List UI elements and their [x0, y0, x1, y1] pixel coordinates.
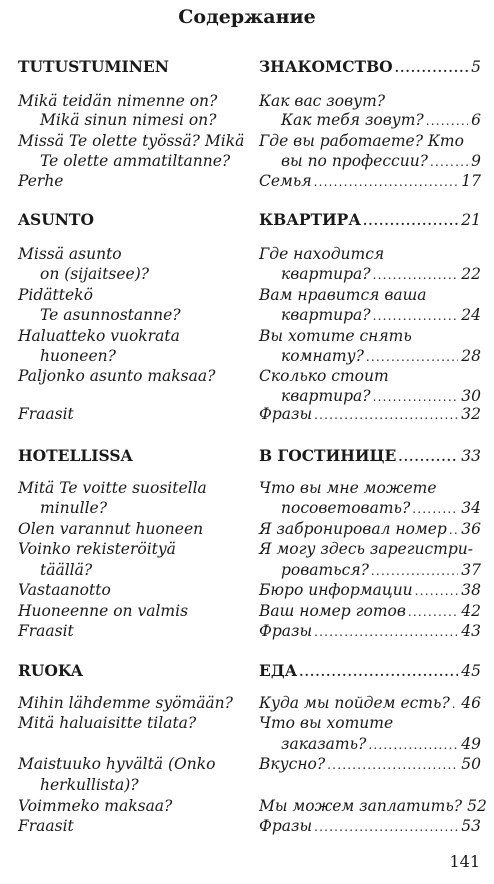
toc-entry-ru-page: 53	[461, 817, 481, 835]
toc-entry-ru	[281, 151, 481, 172]
section-header-fi: RUOKA	[18, 661, 83, 680]
leader-dots	[426, 111, 468, 131]
section-header-ru-page: 5	[471, 58, 481, 76]
toc-entry-fi: Voimmeko maksaa?	[18, 797, 173, 815]
section-header-fi: ASUNTO	[18, 210, 94, 229]
toc-entry-ru-page: 52	[467, 797, 487, 815]
toc-entry-ru	[281, 560, 481, 581]
toc-entry-fi: Huoneenne on valmis	[18, 602, 189, 620]
leader-dots	[395, 58, 468, 78]
toc-entry-fi: Voinko rekisteröityä	[18, 540, 176, 558]
toc-entry-ru-label: заказать?	[281, 735, 367, 753]
section-header-ru-label: ЗНАКОМСТВО	[259, 57, 393, 76]
toc-entry-ru-label: комнату?	[281, 347, 364, 365]
toc-entry-ru-page: 30	[461, 387, 481, 405]
toc-entry-fi: Fraasit	[18, 622, 74, 640]
toc-entry-fi: Haluatteko vuokrata	[18, 327, 180, 345]
toc-entry-ru-page: 36	[461, 520, 481, 538]
toc-entry-ru	[259, 404, 481, 425]
toc-entry-fi: Mitä haluaisitte tilata?	[18, 714, 197, 732]
toc-entry-ru-label: Фразы	[259, 405, 313, 423]
toc-entry-fi: Mikä sinun nimesi on?	[40, 111, 217, 129]
toc-entry-ru	[259, 539, 481, 559]
toc-entry-ru-page: 43	[461, 622, 481, 640]
toc-entry-ru	[259, 796, 487, 817]
toc-entry-ru-page: 6	[471, 111, 481, 129]
section-header-ru-page: 33	[461, 447, 481, 465]
toc-entry-ru	[259, 580, 481, 601]
leader-dots	[314, 622, 458, 642]
toc-entry-ru	[259, 693, 481, 714]
toc-entry-ru	[259, 244, 481, 264]
section-header-ru	[259, 661, 481, 682]
toc-entry-ru-label: посоветовать?	[281, 499, 411, 517]
toc-entry-ru-page: 9	[471, 152, 481, 170]
leader-dots	[363, 211, 458, 231]
section-header-ru-page: 21	[461, 211, 481, 229]
toc-entry-ru	[259, 713, 481, 733]
toc-entry-ru-label: квартира?	[281, 306, 371, 324]
toc-entry-ru-page: 50	[461, 755, 481, 773]
toc-entry-fi: Maistuuko hyvältä (Onko	[18, 755, 216, 773]
toc-entry-ru	[259, 621, 481, 642]
toc-entry-ru	[259, 366, 481, 386]
toc-entry-fi: Pidättekö	[18, 286, 93, 304]
toc-entry-ru-label: Где находится	[259, 245, 385, 263]
toc-entry-ru-label: Ваш номер готов	[259, 602, 406, 620]
toc-entry-fi: Olen varannut huoneen	[18, 520, 204, 538]
section-header-ru-page: 45	[461, 662, 481, 680]
toc-entry-ru-label: Вы хотите снять	[259, 327, 412, 345]
toc-entry-ru-label: Бюро информации	[259, 581, 413, 599]
toc-entry-ru-label: Как тебя зовут?	[281, 111, 424, 129]
leader-dots	[373, 265, 459, 285]
section-header-ru	[259, 57, 481, 78]
toc-entry-ru-page: 22	[461, 265, 481, 283]
section-header-fi: HOTELLISSA	[18, 446, 133, 465]
toc-entry-ru	[259, 326, 481, 346]
toc-entry-ru-page: 38	[461, 581, 481, 599]
toc-entry-ru	[281, 110, 481, 131]
toc-entry-ru-label: Вам нравится ваша	[259, 286, 427, 304]
toc-entry-fi: täällä?	[40, 561, 93, 579]
toc-entry-ru	[259, 91, 481, 111]
toc-entry-fi: Fraasit	[18, 817, 74, 835]
toc-entry-fi: Mitä Te voitte suositella	[18, 479, 207, 497]
page-title: Содержание	[178, 6, 316, 28]
toc-entry-fi: Missä Te olette työssä? Mikä	[18, 132, 245, 150]
toc-entry-ru-page: 28	[461, 347, 481, 365]
toc-entry-fi: huoneen?	[40, 347, 116, 365]
leader-dots	[327, 755, 458, 775]
toc-entry-fi: Mihin lähdemme syömään?	[18, 694, 233, 712]
leader-dots	[430, 152, 468, 172]
toc-entry-fi: Perhe	[18, 172, 64, 190]
toc-entry-ru-page: 34	[461, 499, 481, 517]
section-header-ru	[259, 210, 481, 231]
toc-entry-ru-label: Вкусно?	[259, 755, 326, 773]
toc-entry-fi: Vastaanotto	[18, 581, 111, 599]
leader-dots	[368, 735, 458, 755]
leader-dots	[314, 172, 459, 192]
section-header-ru-label: В ГОСТИНИЦЕ	[259, 446, 397, 465]
toc-entry-ru-label: роваться?	[281, 561, 369, 579]
toc-entry-ru	[281, 734, 481, 755]
toc-entry-ru-label: Мы можем заплатить?	[259, 797, 463, 815]
leader-dots	[314, 405, 458, 425]
leader-dots	[412, 499, 458, 519]
toc-entry-ru	[259, 601, 481, 622]
toc-entry-ru-page: 46	[461, 694, 481, 712]
toc-entry-ru-label: квартира?	[281, 387, 371, 405]
toc-entry-fi: Fraasit	[18, 405, 74, 423]
toc-entry-ru-label: Я могу здесь зарегистри-	[259, 540, 474, 558]
toc-entry-ru-label: Фразы	[259, 622, 313, 640]
toc-entry-ru	[259, 131, 481, 151]
section-header-ru	[259, 446, 481, 467]
toc-entry-ru-label: вы по профессии?	[281, 152, 428, 170]
toc-entry-fi: Te asunnostanne?	[40, 306, 181, 324]
leader-dots	[398, 447, 458, 467]
toc-entry-fi: herkullista)?	[40, 776, 139, 794]
toc-entry-ru-label: Где вы работаете? Кто	[259, 132, 464, 150]
toc-entry-fi: Mikä teidän nimenne on?	[18, 92, 218, 110]
leader-dots	[366, 347, 458, 367]
section-header-ru-label: ЕДА	[259, 661, 298, 680]
section-header-ru-label: КВАРТИРА	[259, 210, 361, 229]
toc-entry-ru	[259, 519, 481, 540]
toc-entry-ru-label: Сколько стоит	[259, 367, 389, 385]
leader-dots	[408, 602, 458, 622]
toc-entry-ru-label: Что вы мне можете	[259, 479, 437, 497]
toc-entry-ru-label: Я забронировал номер	[259, 520, 447, 538]
page-number: 141	[449, 852, 480, 871]
toc-entry-fi: Te olette ammatiltanne?	[40, 152, 231, 170]
toc-entry-ru	[259, 816, 481, 837]
toc-entry-fi: Missä asunto	[18, 245, 122, 263]
toc-entry-ru-page: 17	[461, 172, 481, 190]
toc-entry-ru	[259, 478, 481, 498]
toc-entry-fi: minulle?	[40, 499, 108, 517]
toc-entry-ru	[259, 754, 481, 775]
leader-dots	[371, 561, 458, 581]
leader-dots	[449, 520, 458, 540]
toc-entry-ru-page: 49	[461, 735, 481, 753]
leader-dots	[299, 662, 458, 682]
toc-entry-ru-label: Семья	[259, 172, 312, 190]
toc-entry-ru-label: Что вы хотите	[259, 714, 394, 732]
toc-entry-ru	[259, 171, 481, 192]
toc-entry-ru-label: Фразы	[259, 817, 313, 835]
leader-dots	[373, 306, 459, 326]
toc-entry-ru-page: 24	[461, 306, 481, 324]
toc-entry-ru	[281, 264, 481, 285]
toc-entry-ru-label: квартира?	[281, 265, 371, 283]
toc-entry-ru	[281, 305, 481, 326]
toc-entry-ru	[281, 498, 481, 519]
toc-entry-ru-page: 42	[461, 602, 481, 620]
leader-dots	[415, 581, 459, 601]
toc-entry-ru	[281, 346, 481, 367]
toc-entry-ru	[259, 285, 481, 305]
toc-entry-ru-page: 32	[461, 405, 481, 423]
section-header-fi: TUTUSTUMINEN	[18, 57, 169, 76]
toc-entry-fi: Paljonko asunto maksaa?	[18, 367, 216, 385]
toc-entry-ru-page: 37	[461, 561, 481, 579]
toc-entry-ru-label: Как вас зовут?	[259, 92, 386, 110]
leader-dots	[452, 694, 459, 714]
leader-dots	[314, 817, 458, 837]
toc-entry-fi: on (sijaitsee)?	[40, 265, 150, 283]
toc-entry-ru-label: Куда мы пойдем есть?	[259, 694, 450, 712]
